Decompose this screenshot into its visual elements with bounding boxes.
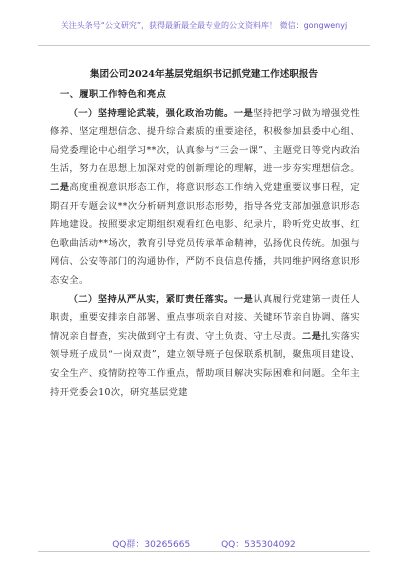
point-marker: 是 bbox=[243, 107, 254, 119]
subheading-1: （一）坚持理论武装，强化政治功能。 bbox=[68, 107, 234, 119]
paragraph-1 bbox=[50, 105, 360, 291]
page-header: 关注头条号“公文研究”，获得最新最全最专业的公文资料库！ 微信：gongwenyj bbox=[60, 21, 348, 30]
header-divider bbox=[38, 45, 370, 46]
document-body bbox=[50, 86, 360, 402]
subheading-2: （二）坚持从严从实，紧盯责任落实。 bbox=[68, 293, 234, 305]
point-marker: 二是 bbox=[301, 330, 322, 342]
point-marker: 一是 bbox=[233, 293, 254, 305]
section-heading: 一、履职工作特色和亮点 bbox=[60, 89, 167, 100]
footer-divider bbox=[38, 551, 370, 552]
qq-contact: QQ：535304092 bbox=[221, 540, 296, 550]
paragraph-2 bbox=[50, 291, 360, 403]
paragraph-text: 认真履行党建第一责任人职责，重要安排亲自部署、重点事项亲自对接、关键环节亲自协调、落实情况亲自督查，实决做到守土有责、守土负责、守土尽责。 bbox=[50, 293, 361, 342]
qq-group: QQ群：30265665 bbox=[112, 540, 191, 550]
document-title: 集团公司2024年基层党组织书记抓党建工作述职报告 bbox=[89, 69, 319, 80]
point-marker: 二是 bbox=[50, 181, 70, 193]
paragraph-text: 扎实落实领导班子成员“一岗双责”，建立领导班子包保联系机制，聚焦项目建设、安全生产、疫情防控等工作重点，帮助项目解决实际困难和问题。全年主持开党委会10次，研究基层党建 bbox=[50, 330, 361, 398]
page-footer bbox=[0, 537, 408, 550]
paragraph-text: 坚持把学习做为增强党性修养、坚定理想信念、提升综合素质的重要途径，积极参加县委中心组、局党委理论中心组学习**次，认真参与“三会一课”、主题党日等党内政治生活，努力在思想上加深对党的创新理论的理解，进一步夯实理想信念。 bbox=[50, 107, 360, 175]
point-marker: 一 bbox=[233, 107, 244, 119]
paragraph-text: 高度重视意识形态工作，将意识形态工作纳入党建重要议事日程，定期召开专题会议**次分析研判意识形态形势，指导各党支部加强意识形态阵地建设。按照要求定期组织观看红色电影、纪录片，聆听党史故事、红色歌曲活动**场次，教育引导党员传承革命精神，弘扬优良传统。加强与网信、公安等部门的沟通协作，严防不良信息传播，共同维护网络意识形态安全。 bbox=[50, 181, 360, 286]
